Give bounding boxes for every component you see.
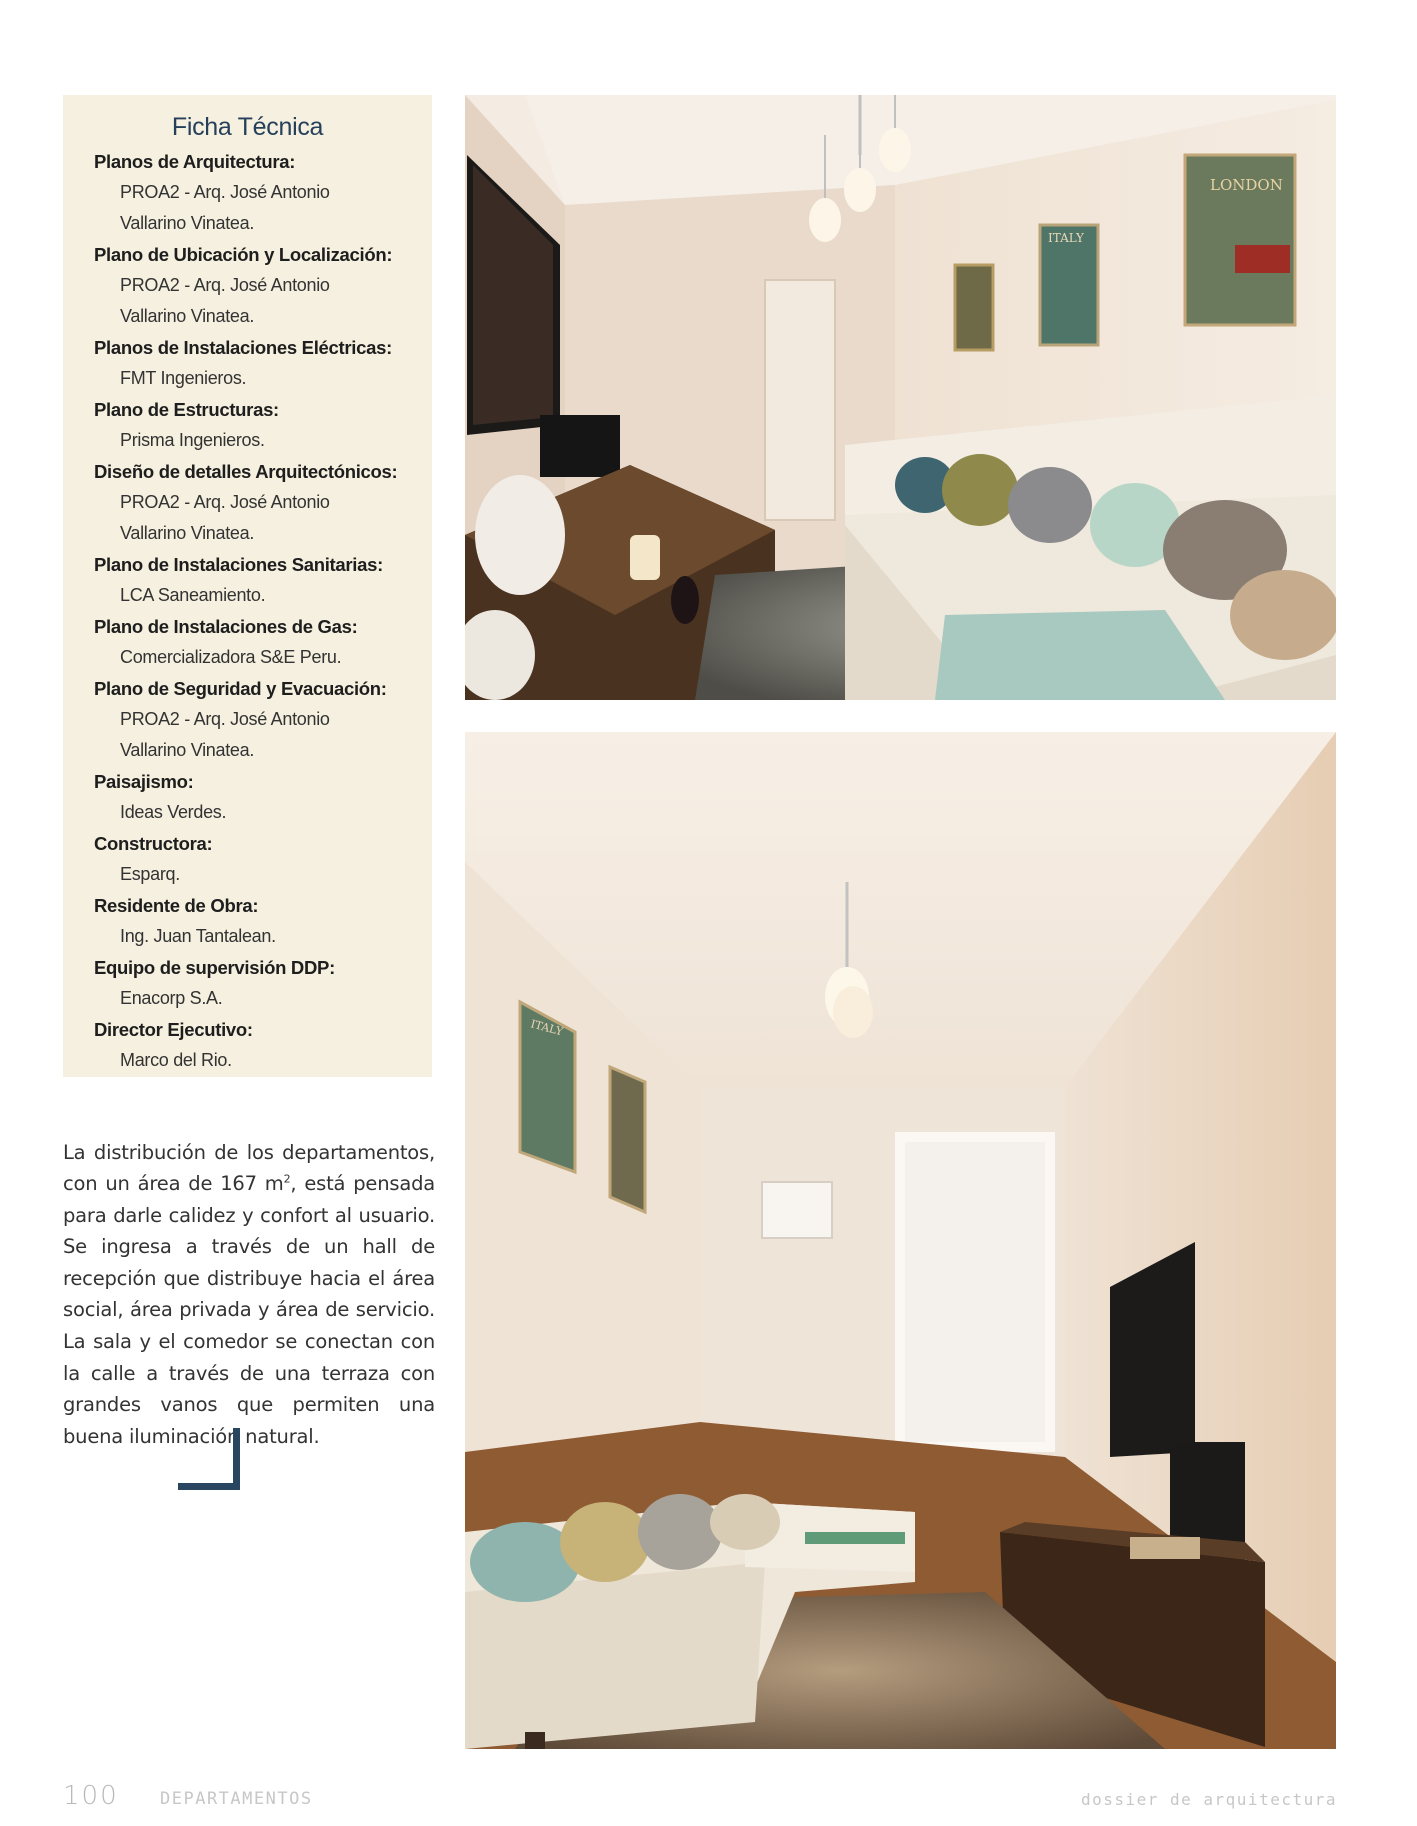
ficha-title: Ficha Técnica [171,113,324,141]
ficha-label: Plano de Ubicación y Localización: [94,244,393,265]
ficha-label: Planos de Instalaciones Eléctricas: [94,337,392,358]
ficha-label: Constructora: [94,833,213,854]
ficha-value: Ing. Juan Tantalean. [120,926,276,946]
ficha-item [94,673,432,766]
ficha-label: Diseño de detalles Arquitectónicos: [94,461,398,482]
ficha-item [94,766,432,828]
ficha-item [94,146,432,239]
ficha-item [94,952,432,1014]
paragraph-text-start: La distribución de los departamentos, con un área de 167 m [63,1140,435,1196]
page-number: 100 [63,1781,119,1811]
ficha-label: Residente de Obra: [94,895,259,916]
ficha-item [94,456,432,549]
ficha-value: Prisma Ingenieros. [120,430,265,450]
corner-bracket-mark [178,1428,240,1490]
ficha-item [94,332,432,394]
ficha-item [94,394,432,456]
ficha-label: Plano de Seguridad y Evacuación: [94,678,387,699]
ficha-item [94,890,432,952]
ficha-value: Esparq. [120,864,180,884]
ficha-label: Planos de Arquitectura: [94,151,296,172]
ficha-item [94,549,432,611]
ficha-value: PROA2 - Arq. José Antonio Vallarino Vinatea. [120,709,330,760]
ficha-value: LCA Saneamiento. [120,585,266,605]
london-art-label: LONDON [1210,176,1283,194]
ficha-value: PROA2 - Arq. José Antonio Vallarino Vinatea. [120,275,330,326]
ficha-item [94,828,432,890]
ficha-item [94,611,432,673]
living-room-photo-top [465,95,1336,700]
description-paragraph [63,1137,435,1453]
ficha-value: Enacorp S.A. [120,988,223,1008]
ficha-value: Marco del Rio. [120,1050,232,1070]
ficha-tecnica-box [63,95,432,1077]
ficha-label: Plano de Instalaciones Sanitarias: [94,554,383,575]
ficha-value: Ideas Verdes. [120,802,227,822]
superscript-two: 2 [283,1172,291,1186]
living-room-photo-bottom [465,732,1336,1749]
ficha-label: Plano de Estructuras: [94,399,279,420]
ficha-label: Director Ejecutivo: [94,1019,253,1040]
ficha-value: PROA2 - Arq. José Antonio Vallarino Vinatea. [120,182,330,233]
ficha-item [94,1014,432,1076]
ficha-value: Comercializadora S&E Peru. [120,647,342,667]
section-name: DEPARTAMENTOS [160,1789,313,1809]
ficha-item [94,239,432,332]
ficha-value: FMT Ingenieros. [120,368,247,388]
ficha-label: Paisajismo: [94,771,194,792]
ficha-label: Plano de Instalaciones de Gas: [94,616,358,637]
ficha-label: Equipo de supervisión DDP: [94,957,335,978]
ficha-value: PROA2 - Arq. José Antonio Vallarino Vinatea. [120,492,330,543]
publication-name: dossier de arquitectura [1080,1790,1337,1809]
italy-art-label: ITALY [1048,231,1084,245]
paragraph-text-end: , está pensada para darle calidez y confort al usuario. Se ingresa a través de un hall de recepción que distribuye hacia el área social, área privada y área de servicio. La sala y el comedor se conectan con la calle a través de una terraza con grandes vanos que permiten una buena iluminación natural. [63,1172,435,1448]
italy-art-label: ITALY [529,1017,565,1039]
